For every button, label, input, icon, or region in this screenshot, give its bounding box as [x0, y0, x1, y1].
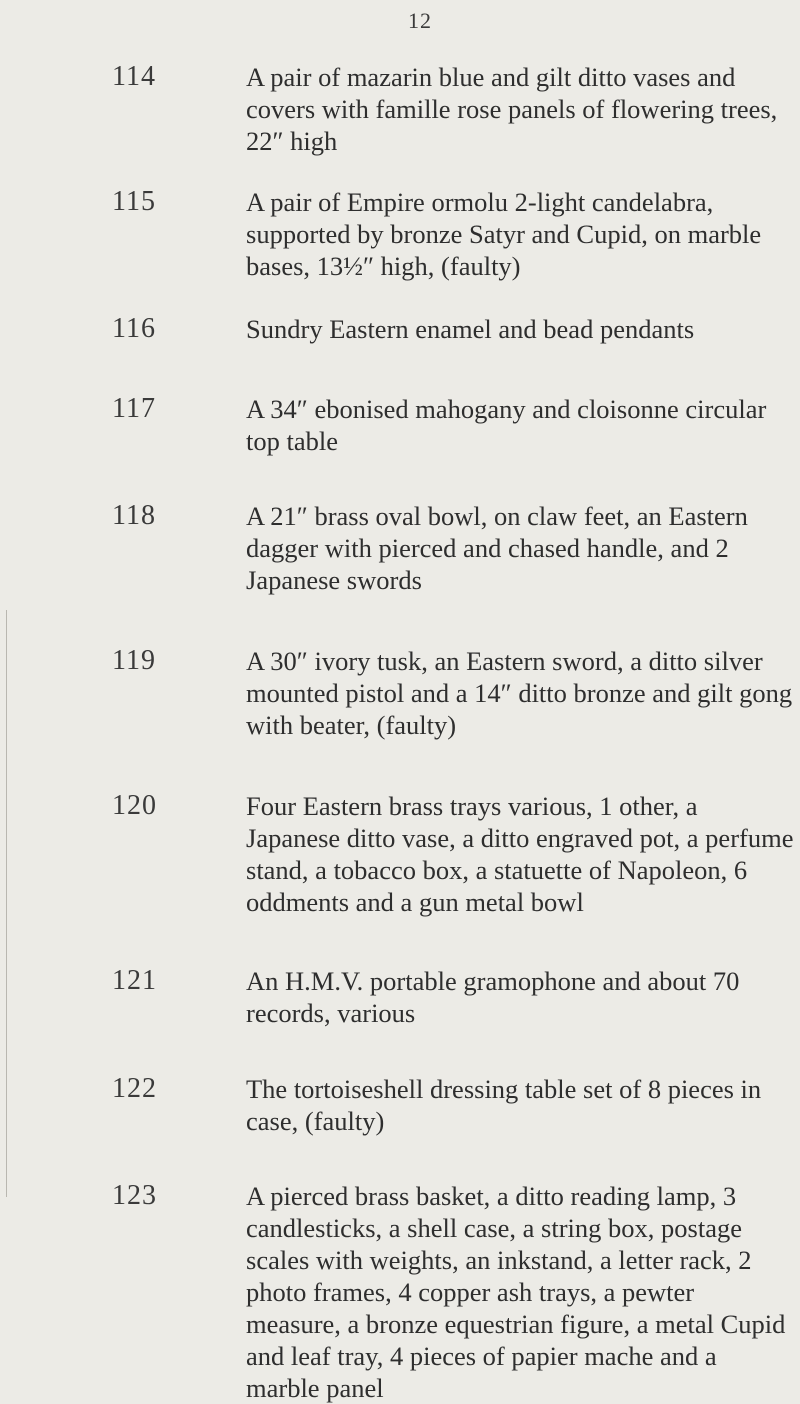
lot-number: 115 — [112, 186, 156, 217]
lot-number: 120 — [112, 790, 157, 821]
lot-number: 121 — [112, 965, 157, 996]
lot-description: A pierced brass basket, a ditto reading lamp, 3 candlesticks, a shell case, a string box, postage scales with weights, an inkstand, a letter rack, 2 photo frames, 4 copper ash trays, a pewter measure, a bronze equestrian figure, a metal Cupid and leaf tray, 4 pieces of papier mache and a marble panel — [246, 1181, 786, 1403]
lot-description: Sundry Eastern enamel and bead pendants — [246, 314, 695, 344]
lot-number: 123 — [112, 1180, 157, 1211]
lot-number: 122 — [112, 1073, 157, 1104]
lot-description: A pair of Empire ormolu 2-light candelabra, supported by bronze Satyr and Cupid, on marble bases, 13½″ high, (faulty) — [246, 187, 762, 281]
lot-description: Four Eastern brass trays various, 1 other, a Japanese ditto vase, a ditto engraved pot, a perfume stand, a tobacco box, a statuette of Napoleon, 6 oddments and a gun metal bowl — [246, 791, 794, 917]
lot-description: An H.M.V. portable gramophone and about 70 records, various — [246, 966, 740, 1028]
lot-number: 114 — [112, 61, 156, 92]
lot-description: A 34″ ebonised mahogany and cloisonne circular top table — [246, 394, 767, 456]
lot-description: The tortoiseshell dressing table set of 8 pieces in case, (faulty) — [246, 1074, 762, 1136]
lot-description: A 30″ ivory tusk, an Eastern sword, a ditto silver mounted pistol and a 14″ ditto bronze and gilt gong with beater, (faulty) — [246, 646, 793, 740]
lot-number: 116 — [112, 313, 156, 344]
lot-number: 117 — [112, 393, 156, 424]
lot-description: A 21″ brass oval bowl, on claw feet, an Eastern dagger with pierced and chased handle, and 2 Japanese swords — [246, 501, 748, 595]
lot-number: 119 — [112, 645, 156, 676]
page-number: 12 — [408, 8, 432, 33]
lot-description: A pair of mazarin blue and gilt ditto vases and covers with famille rose panels of flowering trees, 22″ high — [246, 62, 778, 156]
lot-number: 118 — [112, 500, 156, 531]
